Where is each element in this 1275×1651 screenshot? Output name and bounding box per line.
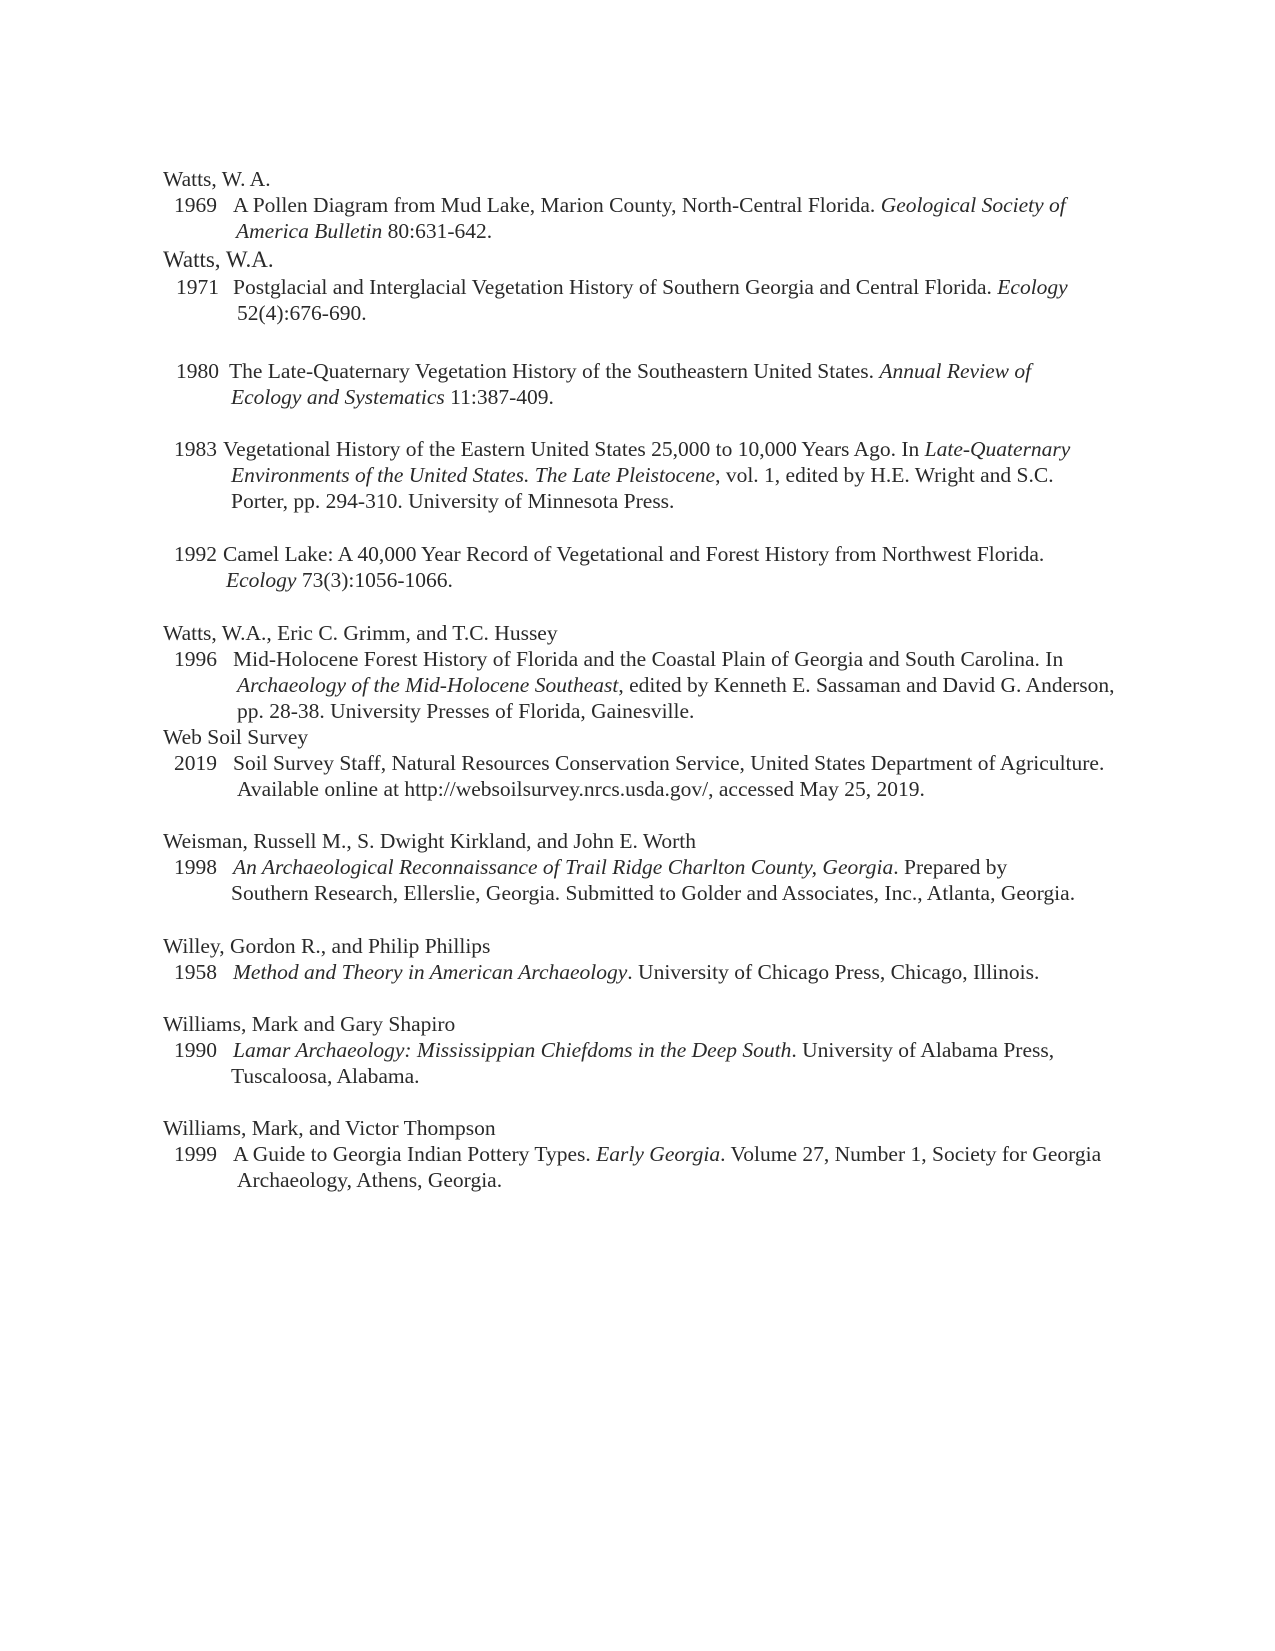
reference-text: . University of Alabama Press, <box>791 1038 1055 1062</box>
reference-text: Postglacial and Interglacial Vegetation History of Southern Georgia and Central Florida. <box>233 275 998 299</box>
reference-entry <box>176 274 1068 301</box>
reference-entry <box>174 750 1104 777</box>
reference-author: Watts, W. A. <box>163 167 271 191</box>
reference-journal: Ecology <box>226 568 297 592</box>
reference-continuation: Archaeology, Athens, Georgia. <box>237 1168 503 1192</box>
reference-continuation <box>236 218 492 245</box>
reference-entry <box>174 436 1070 463</box>
reference-continuation: Available online at http://websoilsurvey.nrcs.usda.gov/, accessed May 25, 2019. <box>237 777 925 801</box>
reference-year: 1980 <box>176 359 219 383</box>
reference-continuation <box>226 567 453 594</box>
reference-text: Mid-Holocene Forest History of Florida and the Coastal Plain of Georgia and South Carolina. In <box>233 647 1064 671</box>
reference-text: 80:631-642. <box>382 219 493 243</box>
reference-text: A Pollen Diagram from Mud Lake, Marion County, North-Central Florida. <box>233 193 881 217</box>
reference-year: 1992 <box>174 542 217 566</box>
reference-book-title: Method and Theory in American Archaeology <box>233 960 628 984</box>
reference-entry <box>174 1141 1101 1168</box>
reference-journal: Ecology and Systematics <box>231 385 445 409</box>
reference-text: Vegetational History of the Eastern United States 25,000 to 10,000 Years Ago. In <box>223 437 925 461</box>
reference-entry <box>176 358 1031 385</box>
reference-book-title: An Archaeological Reconnaissance of Trail Ridge Charlton County, Georgia <box>233 855 894 879</box>
reference-entry <box>174 959 1039 986</box>
reference-author: Willey, Gordon R., and Philip Phillips <box>163 934 491 958</box>
reference-text: . University of Chicago Press, Chicago, Illinois. <box>627 960 1040 984</box>
reference-entry <box>174 646 1063 673</box>
reference-journal: America Bulletin <box>236 219 383 243</box>
reference-continuation: Porter, pp. 294-310. University of Minnesota Press. <box>231 489 675 513</box>
reference-author: Watts, W.A. <box>163 247 274 272</box>
reference-year: 1958 <box>174 960 217 984</box>
reference-year: 1999 <box>174 1142 217 1166</box>
reference-text: Soil Survey Staff, Natural Resources Conservation Service, United States Department of Agriculture. <box>233 751 1105 775</box>
reference-book-title: Archaeology of the Mid-Holocene Southeast <box>237 673 619 697</box>
reference-entry <box>174 192 1066 219</box>
reference-author: Williams, Mark and Gary Shapiro <box>163 1012 456 1036</box>
reference-entry <box>174 854 1007 881</box>
reference-text: A Guide to Georgia Indian Pottery Types. <box>233 1142 597 1166</box>
reference-text: , edited by Kenneth E. Sassaman and David G. Anderson, <box>618 673 1115 697</box>
reference-journal: Annual Review of <box>879 359 1032 383</box>
reference-author: Web Soil Survey <box>163 725 309 749</box>
reference-text: Camel Lake: A 40,000 Year Record of Vegetational and Forest History from Northwest Florida. <box>223 542 1045 566</box>
reference-text: . Prepared by <box>893 855 1008 879</box>
reference-text: . Volume 27, Number 1, Society for Georgia <box>720 1142 1102 1166</box>
reference-year: 1983 <box>174 437 217 461</box>
reference-year: 1998 <box>174 855 217 879</box>
reference-journal: Geological Society of <box>880 193 1066 217</box>
reference-author: Weisman, Russell M., S. Dwight Kirkland, and John E. Worth <box>163 829 697 853</box>
reference-continuation <box>231 462 1054 489</box>
reference-text: , vol. 1, edited by H.E. Wright and S.C. <box>715 463 1054 487</box>
reference-text: The Late-Quaternary Vegetation History of the Southeastern United States. <box>229 359 880 383</box>
reference-entry <box>174 1037 1054 1064</box>
reference-year: 1996 <box>174 647 217 671</box>
reference-book-title: Environments of the United States. The Late Pleistocene <box>231 463 716 487</box>
reference-continuation <box>231 384 554 411</box>
reference-year: 1971 <box>176 275 219 299</box>
reference-year: 1969 <box>174 193 217 217</box>
reference-journal: Ecology <box>997 275 1068 299</box>
reference-continuation: Tuscaloosa, Alabama. <box>231 1064 420 1088</box>
reference-continuation: Southern Research, Ellerslie, Georgia. Submitted to Golder and Associates, Inc., Atlanta, Georgia. <box>231 881 1076 905</box>
reference-author: Watts, W.A., Eric C. Grimm, and T.C. Hussey <box>163 621 558 645</box>
reference-text: 11:387-409. <box>444 385 554 409</box>
reference-entry <box>174 541 1044 568</box>
reference-year: 1990 <box>174 1038 217 1062</box>
reference-journal: Early Georgia <box>596 1142 721 1166</box>
reference-continuation <box>237 672 1115 699</box>
reference-continuation: 52(4):676-690. <box>237 301 367 325</box>
reference-text: 73(3):1056-1066. <box>296 568 453 592</box>
reference-book-title: Lamar Archaeology: Mississippian Chiefdoms in the Deep South <box>233 1038 792 1062</box>
reference-book-title: Late-Quaternary <box>924 437 1071 461</box>
reference-continuation: pp. 28-38. University Presses of Florida, Gainesville. <box>237 699 695 723</box>
reference-year: 2019 <box>174 751 217 775</box>
reference-author: Williams, Mark, and Victor Thompson <box>163 1116 496 1140</box>
